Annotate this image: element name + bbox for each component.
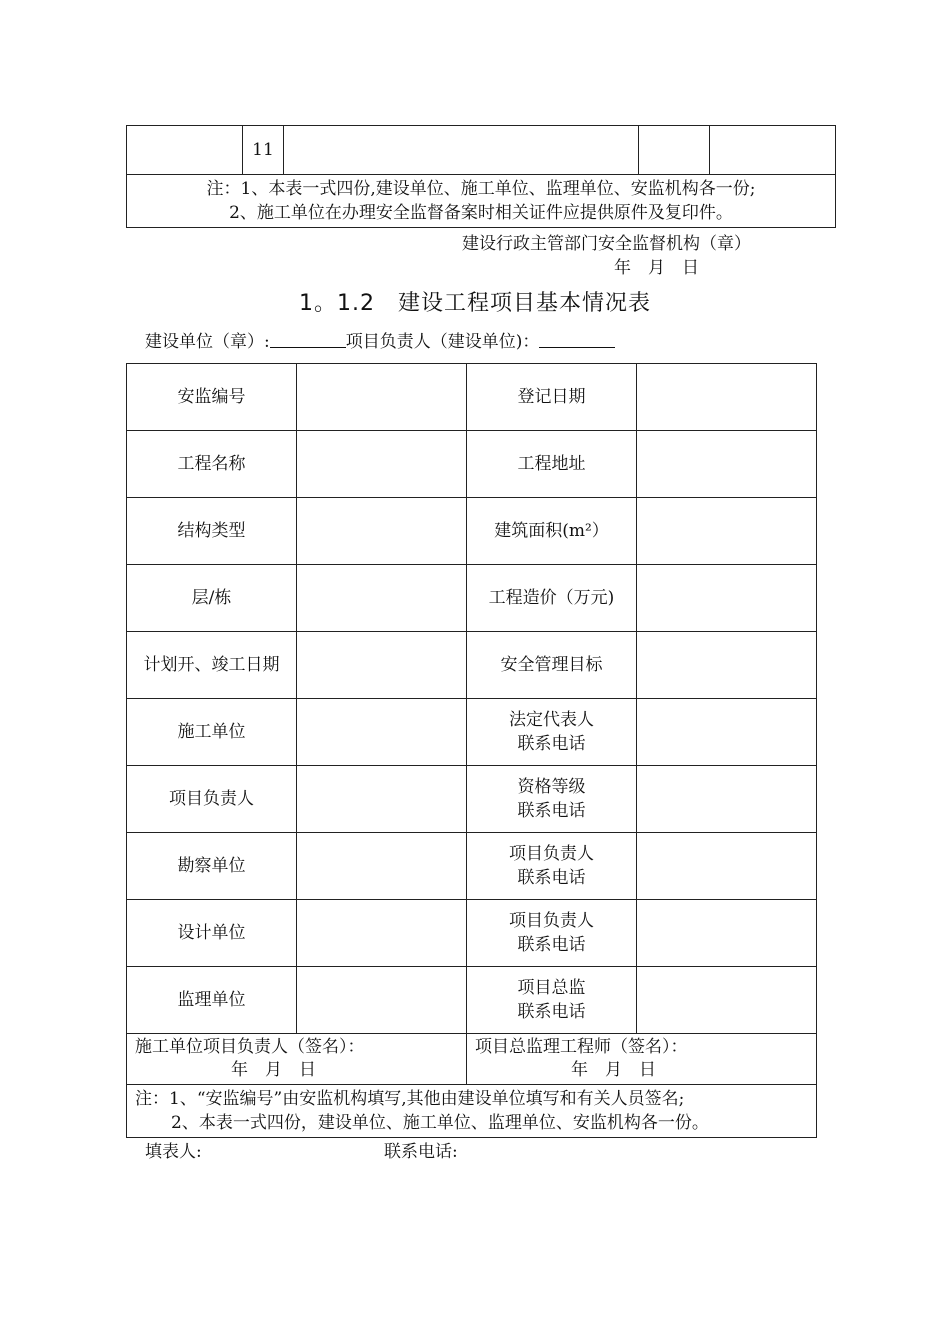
field-value[interactable] [637,632,817,699]
field-value[interactable] [297,431,467,498]
field-label: 项目负责人 [127,766,297,833]
table-row [127,833,817,900]
field-label-line: 联系电话 [517,801,586,821]
field-value[interactable] [297,632,467,699]
previous-table [126,125,836,228]
field-label [467,967,637,1034]
field-label-line: 联系电话 [517,868,586,888]
cell [639,126,710,175]
table-row [127,431,817,498]
field-value[interactable] [297,967,467,1034]
field-label-line: 法定代表人 [509,710,594,730]
field-value[interactable] [637,699,817,766]
field-value[interactable] [637,565,817,632]
field-label-line: 项目负责人 [509,844,594,864]
signature-label: 项目总监理工程师（签名）： [475,1037,688,1057]
field-value[interactable] [637,766,817,833]
field-label: 层/栋 [127,565,297,632]
table-row [127,632,817,699]
table-row [127,766,817,833]
field-label-line: 安全管理目标 [500,655,603,675]
field-label-line: 工程地址 [517,454,586,474]
agency-sign: 建设行政主管部门安全监督机构（章） [462,234,751,254]
field-label: 设计单位 [127,900,297,967]
supervisor-signature[interactable] [467,1034,817,1085]
field-label: 结构类型 [127,498,297,565]
field-label-line: 联系电话 [517,1002,586,1022]
note-line: 注：1、“安监编号”由安监机构填写,其他由建设单位填写和有关人员签名; [135,1089,685,1109]
field-label: 监理单位 [127,967,297,1034]
phone-label: 联系电话: [384,1142,458,1162]
unit-blank[interactable] [270,331,346,348]
field-label [467,699,637,766]
signature-label: 施工单位项目负责人（签名）： [135,1037,365,1057]
table-row [127,900,817,967]
top-table-note [127,175,836,228]
table-row [127,967,817,1034]
meta-line [145,327,615,352]
table-notes [127,1085,817,1138]
field-value[interactable] [297,766,467,833]
row-number: 11 [243,126,284,175]
field-label-line: 联系电话 [517,734,586,754]
field-value[interactable] [637,833,817,900]
field-label: 勘察单位 [127,833,297,900]
manager-label: 项目负责人（建设单位)： [345,332,540,352]
manager-blank[interactable] [539,331,615,348]
field-label: 计划开、竣工日期 [127,632,297,699]
note-line: 2、施工单位在办理安全监督备案时相关证件应提供原件及复印件。 [229,203,733,223]
field-label-line: 工程造价（万元) [488,588,615,608]
field-label-line: 项目总监 [517,978,586,998]
table-row [127,498,817,565]
field-label [467,431,637,498]
cell [710,126,836,175]
field-value[interactable] [297,900,467,967]
field-label-line: 联系电话 [517,935,586,955]
field-label-line: 登记日期 [517,387,586,407]
field-value[interactable] [297,364,467,431]
contractor-signature[interactable] [127,1034,467,1085]
field-label-line: 项目负责人 [509,911,594,931]
field-label: 安监编号 [127,364,297,431]
field-value[interactable] [637,498,817,565]
field-value[interactable] [637,967,817,1034]
field-value[interactable] [297,833,467,900]
field-value[interactable] [637,431,817,498]
table-row [127,565,817,632]
note-line: 2、本表一式四份，建设单位、施工单位、监理单位、安监机构各一份。 [171,1113,709,1133]
field-label [467,565,637,632]
field-label-line: 资格等级 [517,777,586,797]
field-value[interactable] [297,699,467,766]
field-label [467,766,637,833]
signature-date: 年 月 日 [231,1060,316,1080]
field-label [467,364,637,431]
field-value[interactable] [297,565,467,632]
field-value[interactable] [637,900,817,967]
field-label: 工程名称 [127,431,297,498]
field-label [467,833,637,900]
field-label [467,632,637,699]
note-line: 注：1、本表一式四份,建设单位、施工单位、监理单位、安监机构各一份; [206,179,756,199]
filler-label: 填表人: [145,1142,202,1162]
field-value[interactable] [637,364,817,431]
unit-label: 建设单位（章）: [145,332,270,352]
cell [127,126,243,175]
agency-date: 年 月 日 [614,258,699,278]
cell [284,126,639,175]
section-title: 1。1.2 建设工程项目基本情况表 [299,291,651,316]
signature-date: 年 月 日 [571,1060,656,1080]
field-label [467,900,637,967]
field-value[interactable] [297,498,467,565]
field-label [467,498,637,565]
table-row [127,699,817,766]
project-info-table [126,363,817,1138]
field-label: 施工单位 [127,699,297,766]
field-label-line: 建筑面积(m²） [494,521,609,541]
table-row [127,364,817,431]
